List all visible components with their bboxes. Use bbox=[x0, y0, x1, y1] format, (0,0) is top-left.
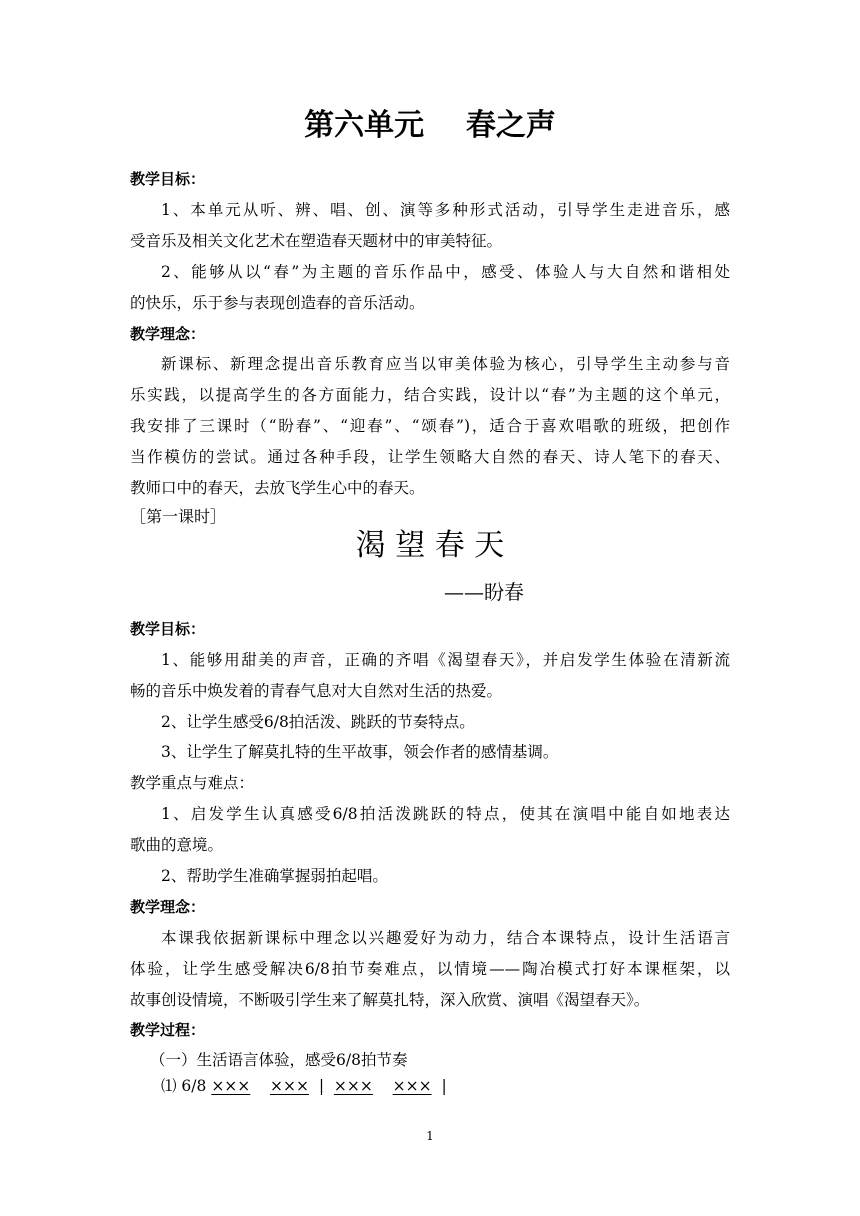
unit-philosophy-heading: 教学理念： bbox=[130, 325, 206, 343]
lesson-title: 渴 望 春 天 bbox=[355, 528, 505, 563]
rhythm-group-3: ××× bbox=[333, 1077, 373, 1095]
lesson-goals-heading: 教学目标： bbox=[130, 620, 206, 638]
unit-goal-1-line-1: 1、本单元从听、辨、唱、创、演等多种形式活动，引导学生走进音乐，感 bbox=[161, 201, 730, 219]
rhythm-group-4: ××× bbox=[392, 1077, 432, 1095]
unit-philosophy-line-2: 乐实践，以提高学生的各方面能力，结合实践，设计以“春”为主题的这个单元， bbox=[130, 386, 730, 404]
unit-title: 第六单元 春之声 bbox=[304, 108, 556, 143]
lesson-goal-1-line-1: 1、能够用甜美的声音，正确的齐唱《渴望春天》，并启发学生体验在清新流 bbox=[161, 651, 730, 669]
process-step-1: （一）生活语言体验，感受6/8拍节奏 bbox=[150, 1051, 408, 1069]
unit-goals-heading: 教学目标： bbox=[130, 170, 206, 188]
rhythm-barline-1: | bbox=[318, 1077, 325, 1095]
unit-goal-2-line-2: 的快乐，乐于参与表现创造春的音乐活动。 bbox=[130, 294, 425, 312]
lesson-goal-1-line-2: 畅的音乐中焕发着的青春气息对大自然对生活的热爱。 bbox=[130, 682, 503, 700]
rhythm-prefix: ⑴ 6/8 bbox=[161, 1077, 212, 1095]
rhythm-barline-2: | bbox=[441, 1077, 447, 1095]
lesson-goal-3: 3、让学生了解莫扎特的生平故事，领会作者的感情基调。 bbox=[161, 743, 559, 761]
lesson-goal-2: 2、让学生感受6/8拍活泼、跳跃的节奏特点。 bbox=[161, 713, 475, 731]
key-point-1-line-2: 歌曲的意境。 bbox=[130, 836, 224, 854]
key-point-1-line-1: 1、启发学生认真感受6/8拍活泼跳跃的特点，使其在演唱中能自如地表达 bbox=[161, 805, 730, 823]
lesson-subtitle: ——盼春 bbox=[444, 580, 524, 604]
key-points-heading: 教学重点与难点： bbox=[130, 774, 255, 792]
lesson-marker: ［第一课时］ bbox=[130, 507, 227, 526]
lesson-philosophy-line-2: 体验，让学生感受解决6/8拍节奏难点，以情境——陶冶模式打好本课框架，以 bbox=[130, 960, 730, 978]
unit-goal-2-line-1: 2、能够从以“春”为主题的音乐作品中，感受、体验人与大自然和谐相处 bbox=[161, 263, 730, 281]
unit-goal-1-line-2: 受音乐及相关文化艺术在塑造春天题材中的审美特征。 bbox=[130, 232, 503, 250]
lesson-philosophy-line-3: 故事创设情境，不断吸引学生来了解莫扎特，深入欣赏、演唱《渴望春天》。 bbox=[130, 991, 650, 1009]
rhythm-notation bbox=[161, 1074, 447, 1098]
rhythm-group-2: ××× bbox=[270, 1077, 309, 1095]
unit-philosophy-line-5: 教师口中的春天，去放飞学生心中的春天。 bbox=[130, 479, 425, 497]
unit-philosophy-line-1: 新课标、新理念提出音乐教育应当以审美体验为核心，引导学生主动参与音 bbox=[161, 355, 730, 373]
lesson-philosophy-line-1: 本课我依据新课标中理念以兴趣爱好为动力，结合本课特点，设计生活语言 bbox=[161, 929, 730, 947]
rhythm-group-1: ××× bbox=[211, 1077, 251, 1095]
key-point-2: 2、帮助学生准确掌握弱拍起唱。 bbox=[161, 867, 388, 885]
unit-philosophy-line-3: 我安排了三课时（“盼春”、“迎春”、“颂春”)，适合于喜欢唱歌的班级，把创作 bbox=[130, 417, 730, 435]
lesson-philosophy-heading: 教学理念： bbox=[130, 898, 206, 916]
process-heading: 教学过程： bbox=[130, 1021, 206, 1039]
page-number: 1 bbox=[426, 1129, 434, 1143]
unit-philosophy-line-4: 当作模仿的尝试。通过各种手段，让学生领略大自然的春天、诗人笔下的春天、 bbox=[130, 448, 730, 466]
